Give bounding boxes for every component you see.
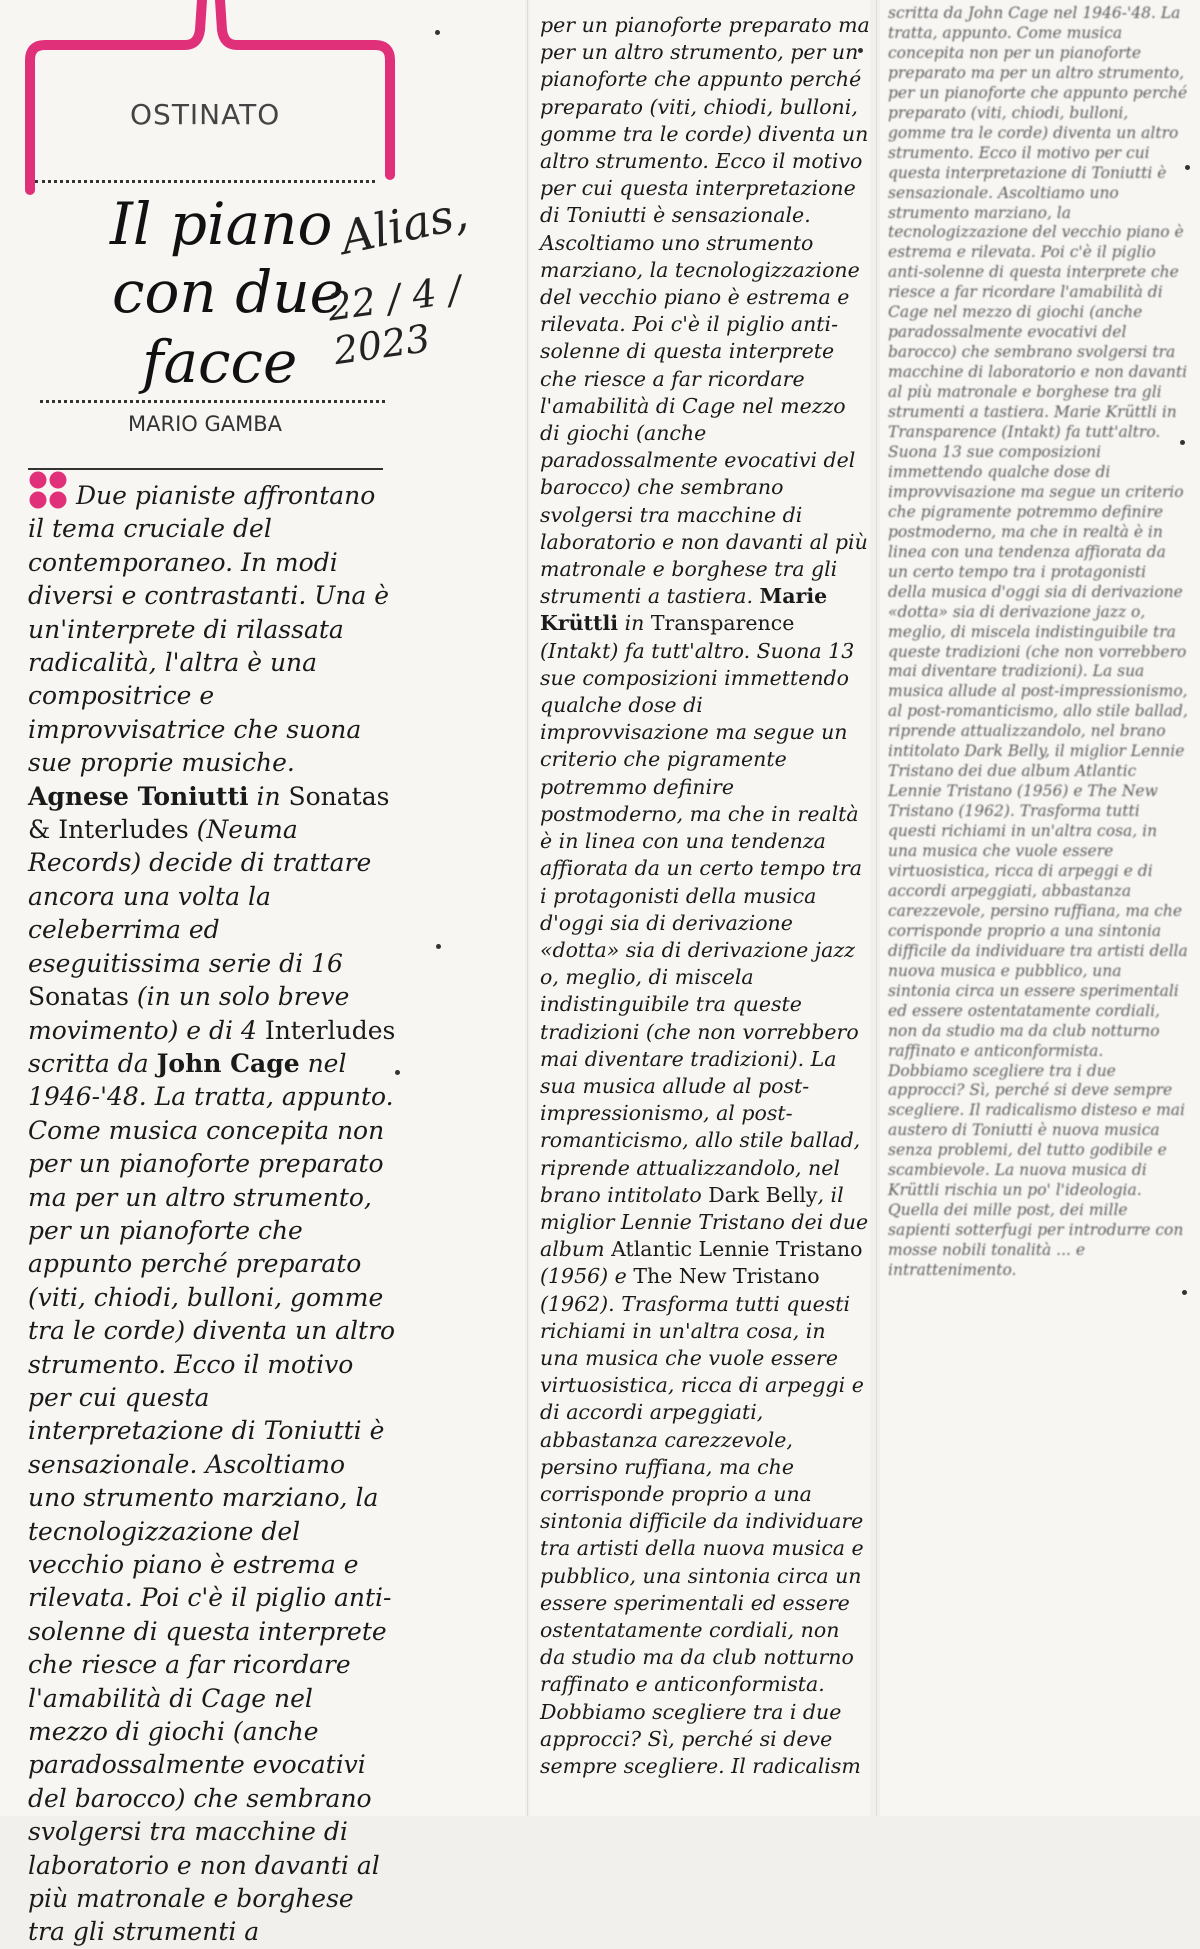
headline-line-2: con due (112, 258, 344, 326)
dotted-divider (35, 180, 375, 183)
lead-paragraph: Due pianiste affrontano il tema cruciale del contemporaneo. In modi diversi e contrastanti. Una è un'interprete di rilassata radicalità, l'altra è una compositrice e improvvisatrice che suona sue proprie musiche. (28, 481, 390, 778)
headline-line-3: facce (142, 328, 298, 396)
article-column-3 (880, 0, 1200, 1816)
article-body-col1: Due pianiste affrontano il tema cruciale del contemporaneo. In modi diversi e contrastanti. Una è un'interprete di rilassata radicalità, l'altra è una compositrice e improvvisatrice che suona sue proprie musiche. Agnese Toniutti in Sonatas & Interludes (Neuma Records) decide di trattare ancora una volta la celeberrima ed eseguitissima serie di 16 Sonatas (in un solo breve movimento) e di 4 Interludes scritta da John Cage nel 1946-'48. La tratta, appunto. Come musica concepita non per un pianoforte preparato ma per un altro strumento, per un pianoforte che appunto perché preparato (viti, chiodi, bulloni, gomme tra le corde) diventa un altro strumento. Ecco il motivo per cui questa interpretazione di Toniutti è sensazionale. Ascoltiamo uno strumento marziano, la tecnologizzazione del vecchio piano è estrema e rilevata. Poi c'è il piglio anti-solenne di questa interprete che riesce a far ricordare l'amabilità di Cage nel mezzo di giochi (anche paradossalmente evocativi del barocco) che sembrano svolgersi tra macchine di laboratorio e non davanti al più matronale e borghese tra gli strumenti a (28, 470, 398, 1949)
dotted-divider-2 (40, 400, 385, 403)
album-title: Sonatas & Interludes (28, 781, 390, 845)
composer-name: John Cage (156, 1048, 300, 1078)
kicker-frame (20, 0, 400, 190)
kicker-label: OSTINATO (130, 98, 281, 131)
album-title-2: Transparence (650, 611, 795, 636)
article-body-col2: per un pianoforte preparato ma per un altro strumento, per un pianoforte che appunto perché preparato (viti, chiodi, bulloni, gomme tra le corde) diventa un altro strumento. Ecco il motivo per cui questa interpretazione di Toniutti è sensazionale. Ascoltiamo uno strumento marziano, la tecnologizzazione del vecchio piano è estrema e rilevata. Poi c'è il piglio anti-solenne di questa interprete che riesce a far ricordare l'amabilità di Cage nel mezzo di giochi (anche paradossalmente evocativi del barocco) che sembrano svolgersi tra macchine di laboratorio e non davanti al più matronale e borghese tra gli strumenti a tastiera. Marie Krüttli in Transparence (Intakt) fa tutt'altro. Suona 13 sue composizioni immettendo qualche dose di improvvisazione ma segue un criterio che pigramente potremmo definire postmoderno, ma che in realtà è in linea con una tendenza affiorata da un certo tempo tra i protagonisti della musica d'oggi sia di derivazione «dotta» sia di derivazione jazz o, meglio, di miscela indistinguibile tra queste tradizioni (che non vorrebbero mai diventare tradizioni). La sua musica allude al post-impressionismo, al post-romanticismo, allo stile ballad, riprende attualizzandolo, nel brano intitolato Dark Belly, il miglior Lennie Tristano dei due album Atlantic Lennie Tristano (1956) e The New Tristano (1962). Trasforma tutti questi richiami in un'altra cosa, in una musica che vuole essere virtuosistica, ricca di arpeggi e di accordi arpeggiati, abbastanza carezzevole, persino ruffiana, ma che corrisponde proprio a una sintonia difficile da individuare tra artisti della nuova musica e pubblico, una sintonia circa un essere sperimentali ed essere ostentatamente cordiali, non da studio ma da club notturno raffinato e anticonformista. Dobbiamo scegliere tra i due approcci? Sì, perché si deve sempre scegliere. Il radicalism (540, 13, 870, 1778)
article-column-1 (0, 0, 525, 1947)
artist-name-2: Marie Krüttli (540, 584, 828, 636)
handwritten-note-2: 22 / 4 / 2023 (324, 267, 465, 374)
byline: MARIO GAMBA (128, 412, 283, 436)
artist-name: Agnese Toniutti (28, 781, 249, 811)
pink-dots-icon (28, 470, 68, 510)
article-body-col3: scritta da John Cage nel 1946-'48. La tratta, appunto. Come musica concepita non per un pianoforte preparato ma per un altro strumento, per un pianoforte che appunto perché preparato (viti, chiodi, bulloni, gomme tra le corde) diventa un altro strumento. Ecco il motivo per cui questa interpretazione di Toniutti è sensazionale. Ascoltiamo uno strumento marziano, la tecnologizzazione del vecchio piano è estrema e rilevata. Poi c'è il piglio anti-solenne di questa interprete che riesce a far ricordare l'amabilità di Cage nel mezzo di giochi (anche paradossalmente evocativi del barocco) che sembrano svolgersi tra macchine di laboratorio e non davanti al più matronale e borghese tra gli strumenti a tastiera. Marie Krüttli in Transparence (Intakt) fa tutt'altro. Suona 13 sue composizioni immettendo qualche dose di improvvisazione ma segue un criterio che pigramente potremmo definire postmoderno, ma che in realtà è in linea con una tendenza affiorata da un certo tempo tra i protagonisti della musica d'oggi sia di derivazione «dotta» sia di derivazione jazz o, meglio, di miscela indistinguibile tra queste tradizioni (che non vorrebbero mai diventare tradizioni). La sua musica allude al post-impressionismo, al post-romanticismo, allo stile ballad, riprende attualizzandolo, nel brano intitolato Dark Belly, il miglior Lennie Tristano dei due album Atlantic Lennie Tristano (1956) e The New Tristano (1962). Trasforma tutti questi richiami in un'altra cosa, in una musica che vuole essere virtuosistica, ricca di arpeggi e di accordi arpeggiati, abbastanza carezzevole, persino ruffiana, ma che corrisponde proprio a una sintonia difficile da individuare tra artisti della nuova musica e pubblico, una sintonia circa un essere sperimentali ed essere ostentatamente cordiali, non da studio ma da club notturno raffinato e anticonformista. Dobbiamo scegliere tra i due approcci? Sì, perché si deve sempre scegliere. Il radicalismo disteso e mai austero di Toniutti è nuova musica senza problemi, del tutto godibile e scambievole. La nuova musica di Krüttli rischia un po' l'ideologia. Quella dei mille post, dei mille sapienti sotterfugi per introdurre con mosse nobili tonalità ... e intrattenimento. (888, 4, 1188, 1280)
handwritten-note-1: Alias, (335, 185, 473, 265)
article-column-2 (530, 0, 870, 1816)
headline-line-1: Il piano (110, 190, 333, 258)
